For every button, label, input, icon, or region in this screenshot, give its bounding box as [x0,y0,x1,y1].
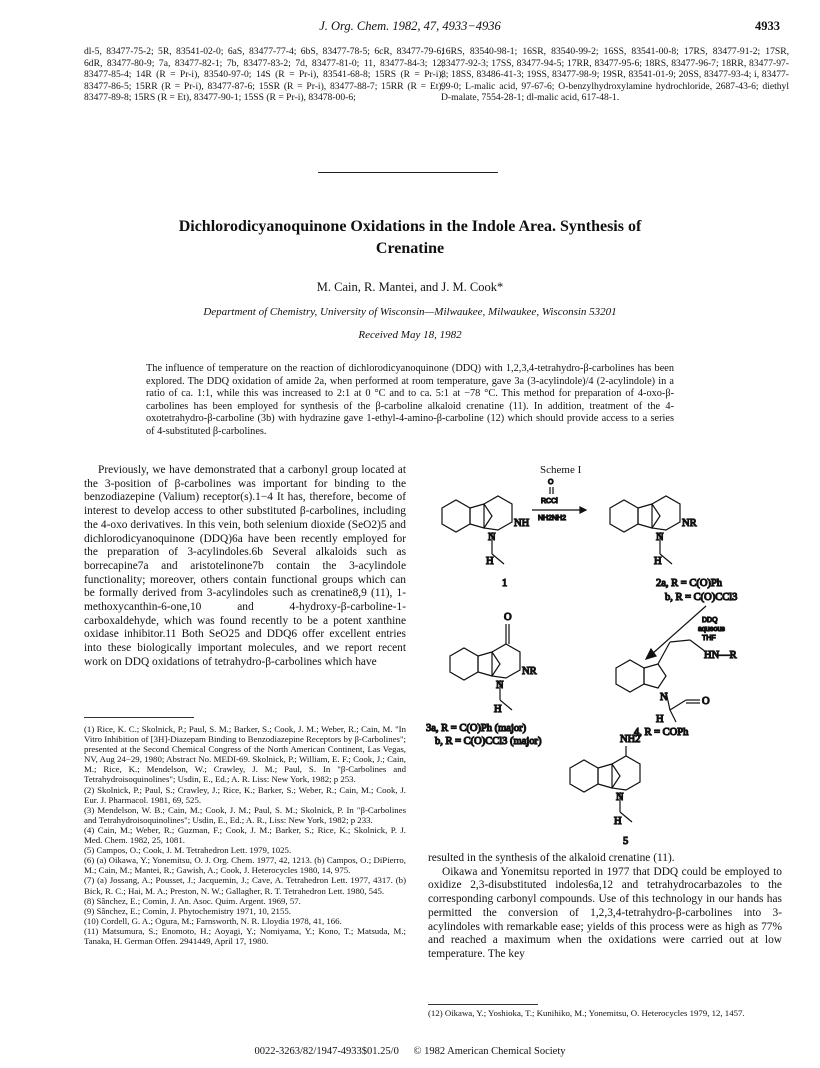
scheme-label: Scheme I [540,464,582,476]
cmpd1-nh-label: NH [514,518,530,529]
cmpd3-o-label: O [504,612,512,623]
footer-code: 0022-3263/82/1947-4933$01.25/0 [254,1046,399,1057]
received-date: Received May 18, 1982 [358,329,462,341]
reagent-acyl-chloride: RCCl [541,498,558,505]
registry-numbers-left: dl-5, 83477-75-2; 5R, 83541-02-0; 6aS, 83477-77-4; 6bS, 83477-78-5; 6cR, 83477-79-6; 6dR, 83477-80-9; 7a, 83477-82-1; 7b, 83477-83-2; 7d, 83477-81-0; 11, 83477-84-3; 12, 83477-85-4; 14R (R = Pr-i), 83540-97-0; 14S (R = Pr-i), 83541-68-8; 15RS (R = Pr-i), 83477-86-5; 15RR (R = Pr-i), 83477-87-6; 15SR (R = Pr-i), 83477-88-7; 15RR (R = Et), 83477-89-8; 15RS (R = Et), 83477-90-1; 15SS (R = Pr-i), 83478-00-6; [84,46,444,104]
cmpd4-label: 4, R = COPh [634,727,689,738]
cmpd3-nr-label: NR [522,666,537,677]
cmpd4-n-label: N [660,692,668,703]
footnote-3: (3) Mendelson, W. B.; Cain, M.; Cook, J. M.; Paul, S. M.; Skolnick, P. In "β-Carbolines and Tetrahydroisoquinolines"; Usdin, E., Ed.; A. R., Liss: New York, 1982; p 233. [84,804,406,825]
affiliation: Department of Chemistry, University of Wisconsin—Milwaukee, Milwaukee, Wisconsin 53201 [203,306,617,318]
footnote-8: (8) Sânchez, E.; Comin, J. An. Asoc. Quim. Argent. 1969, 57. [84,895,301,906]
footnote-divider-left [84,717,194,718]
title-line-2: Crenatine [375,240,445,257]
cmpd2-h-label: H [654,556,662,567]
authors: M. Cain, R. Mantei, and J. M. Cook* [316,280,504,294]
compound-2-structure [610,496,680,564]
footnote-9: (9) Sânchez, E.; Comin, J. Phytochemistry 1971, 10, 2155. [84,905,291,916]
ddq-thf-label: THF [702,635,716,642]
cmpd1-number: 1 [502,578,508,589]
body-right-para-2: Oikawa and Yonemitsu reported in 1977 that DDQ could be employed to oxidize 2,3-disubstituted indoles6a,12 and tetrahydrocarbazoles to the corresponding carbonyl compounds. Use of this technology in our hands has permitted the conversion of 1,2,3,4-tetrahydro-β-carbolines into 3-acylindoles with remarkable ease; yields of this process were as high as 77% and reached a maximum when the oxidations were carried out at low temperature. The key [428,865,782,960]
reaction-scheme [420,478,810,850]
footnote-4: (4) Cain, M.; Weber, R.; Guzman, F.; Cook, J. M.; Barker, S.; Rice, K.; Skolnick, P. J. Med. Chem. 1982, 25, 1081. [84,824,406,846]
running-header: J. Org. Chem. 1982, 47, 4933−4936 [319,19,501,33]
reagent-hydrazine: NH2NH2 [538,515,567,522]
cmpd4-hn-r-label: HN—R [704,650,737,661]
body-text-right [428,852,782,962]
cmpd5-number: 5 [623,836,629,847]
footer-copyright: © 1982 American Chemical Society [413,1046,566,1057]
body-text-left: Previously, we have demonstrated that a carbonyl group located at the 3-position of β-carbolines was important for binding to the benzodiazepine (Valium) receptor(s).1−4 It has, therefore, become of interest to develop access to other substituted β-carbolines, including the 4-oxo derivatives. In this vein, both selenium dioxide (SeO2)5 and dichlorodicyanoquinone (DDQ)6a have been recently employed for the preparation of 3-acylindoles.6b Several alkaloids such as borrecapine7a and aristotelinone7b contain the 3-acylindole functionality; moreover, others contain functional groups which can be formally derived from 3-acylindoles such as crenatine8,9 (11), 1-methoxycanthin-6-one,10 and 4-hydroxy-β-carboline-1-carboxaldehyde, which was found recently to be a potent xanthine oxidase inhibitor.11 Both SeO25 and DDQ6 offer excellent entries into these biologically important molecules, and we report recent work on DDQ oxidations of tetrahydro-β-carbolines which have [84,464,406,668]
compound-3-structure [450,624,520,710]
cmpd3-h-label: H [494,704,502,715]
cmpd4-h-label: H [656,714,664,725]
footnote-divider-right [428,1004,538,1005]
reagent-o: O [548,479,554,486]
cmpd5-n-label: N [616,792,624,803]
footnote-2: (2) Skolnick, P.; Paul, S.; Crawley, J.; Rice, K.; Barker, S.; Weber, R.; Cain, M.; Cook, J. Eur. J. Pharmacol. 1981, 69, 525. [84,784,406,805]
title-line-1: Dichlorodicyanoquinone Oxidations in the Indole Area. Synthesis of [178,218,642,235]
cmpd5-h-label: H [614,816,622,827]
footnotes-left [84,724,406,946]
footnote-1: (1) Rice, K. C.; Skolnick, P.; Paul, S. M.; Barker, S.; Cook, J. M.; Weber, R.; Cain, M. "In Vitro Inhibition of [3H]-Diazepam Binding to Benzodiazepine Receptors by β-Carbolines"; presented at the Second Chemical Congress of the North American Continent, Las Vegas, NV, Aug 24−29, 1980; Abstract No. MEDI-69. Skolnick, P.; William, E. F.; Cook, J.; Cain, M.; Rice, K.; Mendelson, W.; Crawley, J. M.; Paul, S. In "β-Carbolines and Tetrahydroisoquinolines"; Usdin, E., Ed.; A. R. Liss: New York, 1982; p 253. [84,724,406,785]
cmpd1-h-label: H [486,556,494,567]
page-number: 4933 [755,19,780,33]
cmpd2-n-label: N [656,532,664,543]
cmpd2-nr-label: NR [682,518,697,529]
cmpd4-o-label: O [702,696,710,707]
cmpd3-n-label: N [496,680,504,691]
footnote-11: (11) Matsumura, S.; Enomoto, H.; Aoyagi, Y.; Nomiyama, Y.; Kono, T.; Matsuda, M.; Tanaka, H. German Offen. 2941449, April 17, 1980. [84,925,406,946]
compound-4-structure [616,640,706,722]
ddq-label: DDQ [702,617,718,624]
compound-1-structure [442,496,512,564]
registry-numbers-right: 16RS, 83540-98-1; 16SR, 83540-99-2; 16SS, 83541-00-8; 17RS, 83477-91-2; 17SR, 83477-92-3; 17SS, 83477-94-5; 17RR, 83477-95-6; 18RS, 83477-96-7; 18RR, 83477-97-8; 18SS, 83486-41-3; 19SS, 83477-98-9; 19SR, 83541-01-9; 20SS, 83477-93-4; i, 83477-99-0; L-malic acid, 97-67-6; O-benzylhydroxylamine hydrochloride, 2687-43-6; diethyl D-malate, 7554-28-1; dl-malic acid, 617-48-1. [441,46,789,104]
cmpd2a-label: 2a, R = C(O)Ph [656,578,723,589]
abstract: The influence of temperature on the reaction of dichlorodicyanoquinone (DDQ) with 1,2,3,4-tetrahydro-β-carbolines has been explored. The DDQ oxidation of amide 2a, when performed at room temperature, gave 3a (3-acylindole)/4 (2-acylindole) in a ratio of ca. 1:1, while this was increased to 2:1 at 0 °C and to ca. 5:1 at −78 °C. This method for preparation of 4-oxo-β-carbolines has been employed for synthesis of the β-carboline alkaloid crenatine (11). In addition, treatment of the 4-oxotetrahydro-β-carboline (3b) with hydrazine gave 1-ethyl-4-amino-β-carboline (12) which should provide access to a series of 4-substituted β-carbolines. [146,363,674,437]
footnote-7: (7) (a) Jossang, A.; Pousset, J.; Jacquemin, J.; Cave, A. Tetrahedron Lett. 1977, 4317. (b) Bick, R. C.; Hai, M. A.; Preston, N. W.; Gallagher, R. T. Tetrahedron Lett. 1980, 545. [84,875,406,896]
footnote-12: (12) Oikawa, Y.; Yoshioka, T.; Kunihiko, M.; Yonemitsu, O. Heterocycles 1979, 12, 1457. [428,1008,745,1018]
page-footer [0,1046,820,1057]
cmpd1-n-label: N [488,532,496,543]
body-right-para-1: resulted in the synthesis of the alkaloid crenatine (11). [428,852,675,864]
ddq-aqueous-label: aqueous [698,626,725,633]
cmpd5-nh2-label: NH2 [620,734,641,745]
cmpd2b-label: b, R = C(O)CCl3 [665,592,738,603]
cmpd3a-label: 3a, R = C(O)Ph (major) [426,723,527,734]
compound-5-structure [570,746,640,822]
section-divider [318,172,498,173]
cmpd3b-label: b, R = C(O)CCl3 (major) [435,736,542,747]
footnote-10: (10) Cordell, G. A.; Ogura, M.; Farnsworth, N. R. Lloydia 1978, 41, 166. [84,915,342,926]
article-title [120,216,700,260]
footnote-6: (6) (a) Oikawa, Y.; Yonemitsu, O. J. Org. Chem. 1977, 42, 1213. (b) Campos, O.; DiPierro, M.; Cain, M.; Mantei, R.; Gawish, A.; Cook, J. Heterocycles 1980, 14, 975. [84,855,406,876]
footnote-5: (5) Campos, O.; Cook, J. M. Tetrahedron Lett. 1979, 1025. [84,845,292,856]
